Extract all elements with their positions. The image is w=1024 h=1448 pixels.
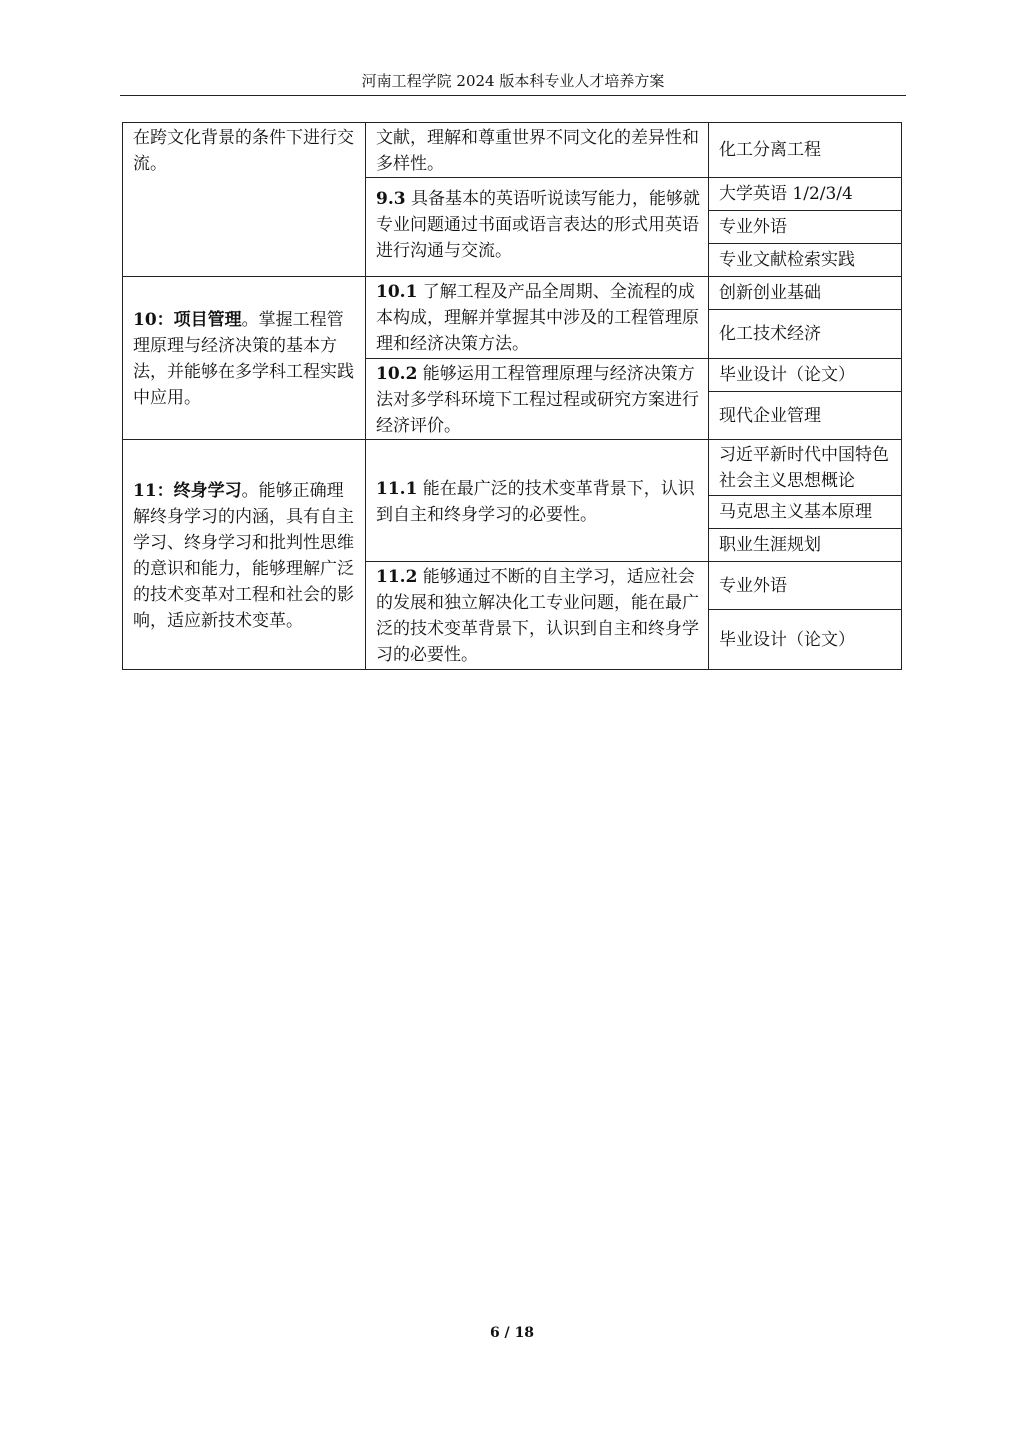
- course-name: 专业文献检索实践: [719, 250, 855, 270]
- course-cell: [708, 609, 902, 670]
- requirement-label: 11：终身学习: [133, 480, 242, 501]
- indicator-text: 能够运用工程管理原理与经济决策方法对多学科环境下工程过程或研究方案进行经济评价。: [376, 364, 699, 436]
- course-cell: [708, 177, 902, 211]
- course-name: 专业外语: [719, 575, 787, 596]
- course-name: 毕业设计（论文）: [719, 365, 855, 385]
- requirement-cell-9: [122, 122, 366, 277]
- requirement-label: 10：项目管理: [133, 310, 242, 330]
- course-name: 现代企业管理: [719, 405, 821, 426]
- course-cell: [708, 391, 902, 440]
- indicator-text: 具备基本的英语听说读写能力，能够就专业问题通过书面或语言表达的形式用英语进行沟通与交流。: [376, 189, 700, 261]
- course-cell: [708, 309, 902, 359]
- course-cell: [708, 439, 902, 496]
- page-current: 6: [489, 1325, 500, 1341]
- course-name: 化工分离工程: [719, 140, 821, 160]
- indicator-code: 9.3: [376, 189, 406, 209]
- course-cell: [708, 210, 902, 244]
- page-header: 河南工程学院 2024 版本科专业人才培养方案: [361, 72, 665, 90]
- requirement-cell-10: [122, 276, 366, 440]
- course-name: 化工技术经济: [719, 324, 821, 344]
- course-cell: [708, 561, 902, 610]
- course-name: 毕业设计（论文）: [719, 629, 855, 650]
- requirement-cell-11: [122, 439, 366, 670]
- course-cell: [708, 528, 902, 562]
- course-cell: [708, 358, 902, 392]
- indicator-code: 10.2: [376, 364, 418, 384]
- page-number: [0, 1325, 1024, 1341]
- requirement-text: 在跨文化背景的条件下进行交流。: [133, 128, 354, 174]
- indicator-code: 11.2: [376, 567, 418, 587]
- page-separator: /: [499, 1325, 515, 1341]
- course-cell: [708, 243, 902, 277]
- course-name: 大学英语 1/2/3/4: [719, 184, 853, 204]
- course-cell: [708, 122, 902, 178]
- indicator-text: 能在最广泛的技术变革背景下，认识到自主和终身学习的必要性。: [376, 478, 695, 525]
- indicator-cell-11-1: [365, 439, 709, 562]
- course-name: 马克思主义基本原理: [719, 502, 872, 522]
- course-name: 习近平新时代中国特色社会主义思想概论: [719, 444, 889, 491]
- indicator-cell-11-2: [365, 561, 709, 670]
- requirement-text: 。掌握工程管理原理与经济决策的基本方法，并能够在多学科工程实践中应用。: [133, 310, 354, 408]
- course-cell: [708, 276, 902, 310]
- course-name: 创新创业基础: [719, 283, 821, 303]
- indicator-cell-9-2: [365, 122, 709, 178]
- indicator-code: 11.1: [376, 478, 418, 499]
- indicator-code: 10.1: [376, 282, 418, 302]
- course-name: 专业外语: [719, 217, 787, 237]
- indicator-text: 了解工程及产品全周期、全流程的成本构成，理解并掌握其中涉及的工程管理原理和经济决策方法。: [376, 282, 699, 354]
- course-name: 职业生涯规划: [719, 535, 821, 555]
- indicator-text: 文献，理解和尊重世界不同文化的差异性和多样性。: [376, 128, 699, 174]
- indicator-text: 能够通过不断的自主学习，适应社会的发展和独立解决化工专业问题，能在最广泛的技术变革背景下，认识到自主和终身学习的必要性。: [376, 567, 699, 665]
- header-divider: [120, 95, 906, 96]
- page-total: 18: [514, 1325, 535, 1341]
- indicator-cell-9-3: [365, 177, 709, 277]
- requirement-text: 。能够正确理解终身学习的内涵，具有自主学习、终身学习和批判性思维的意识和能力，能够理解广泛的技术变革对工程和社会的影响，适应新技术变革。: [133, 480, 354, 631]
- indicator-cell-10-1: [365, 276, 709, 359]
- course-cell: [708, 495, 902, 529]
- indicator-cell-10-2: [365, 358, 709, 440]
